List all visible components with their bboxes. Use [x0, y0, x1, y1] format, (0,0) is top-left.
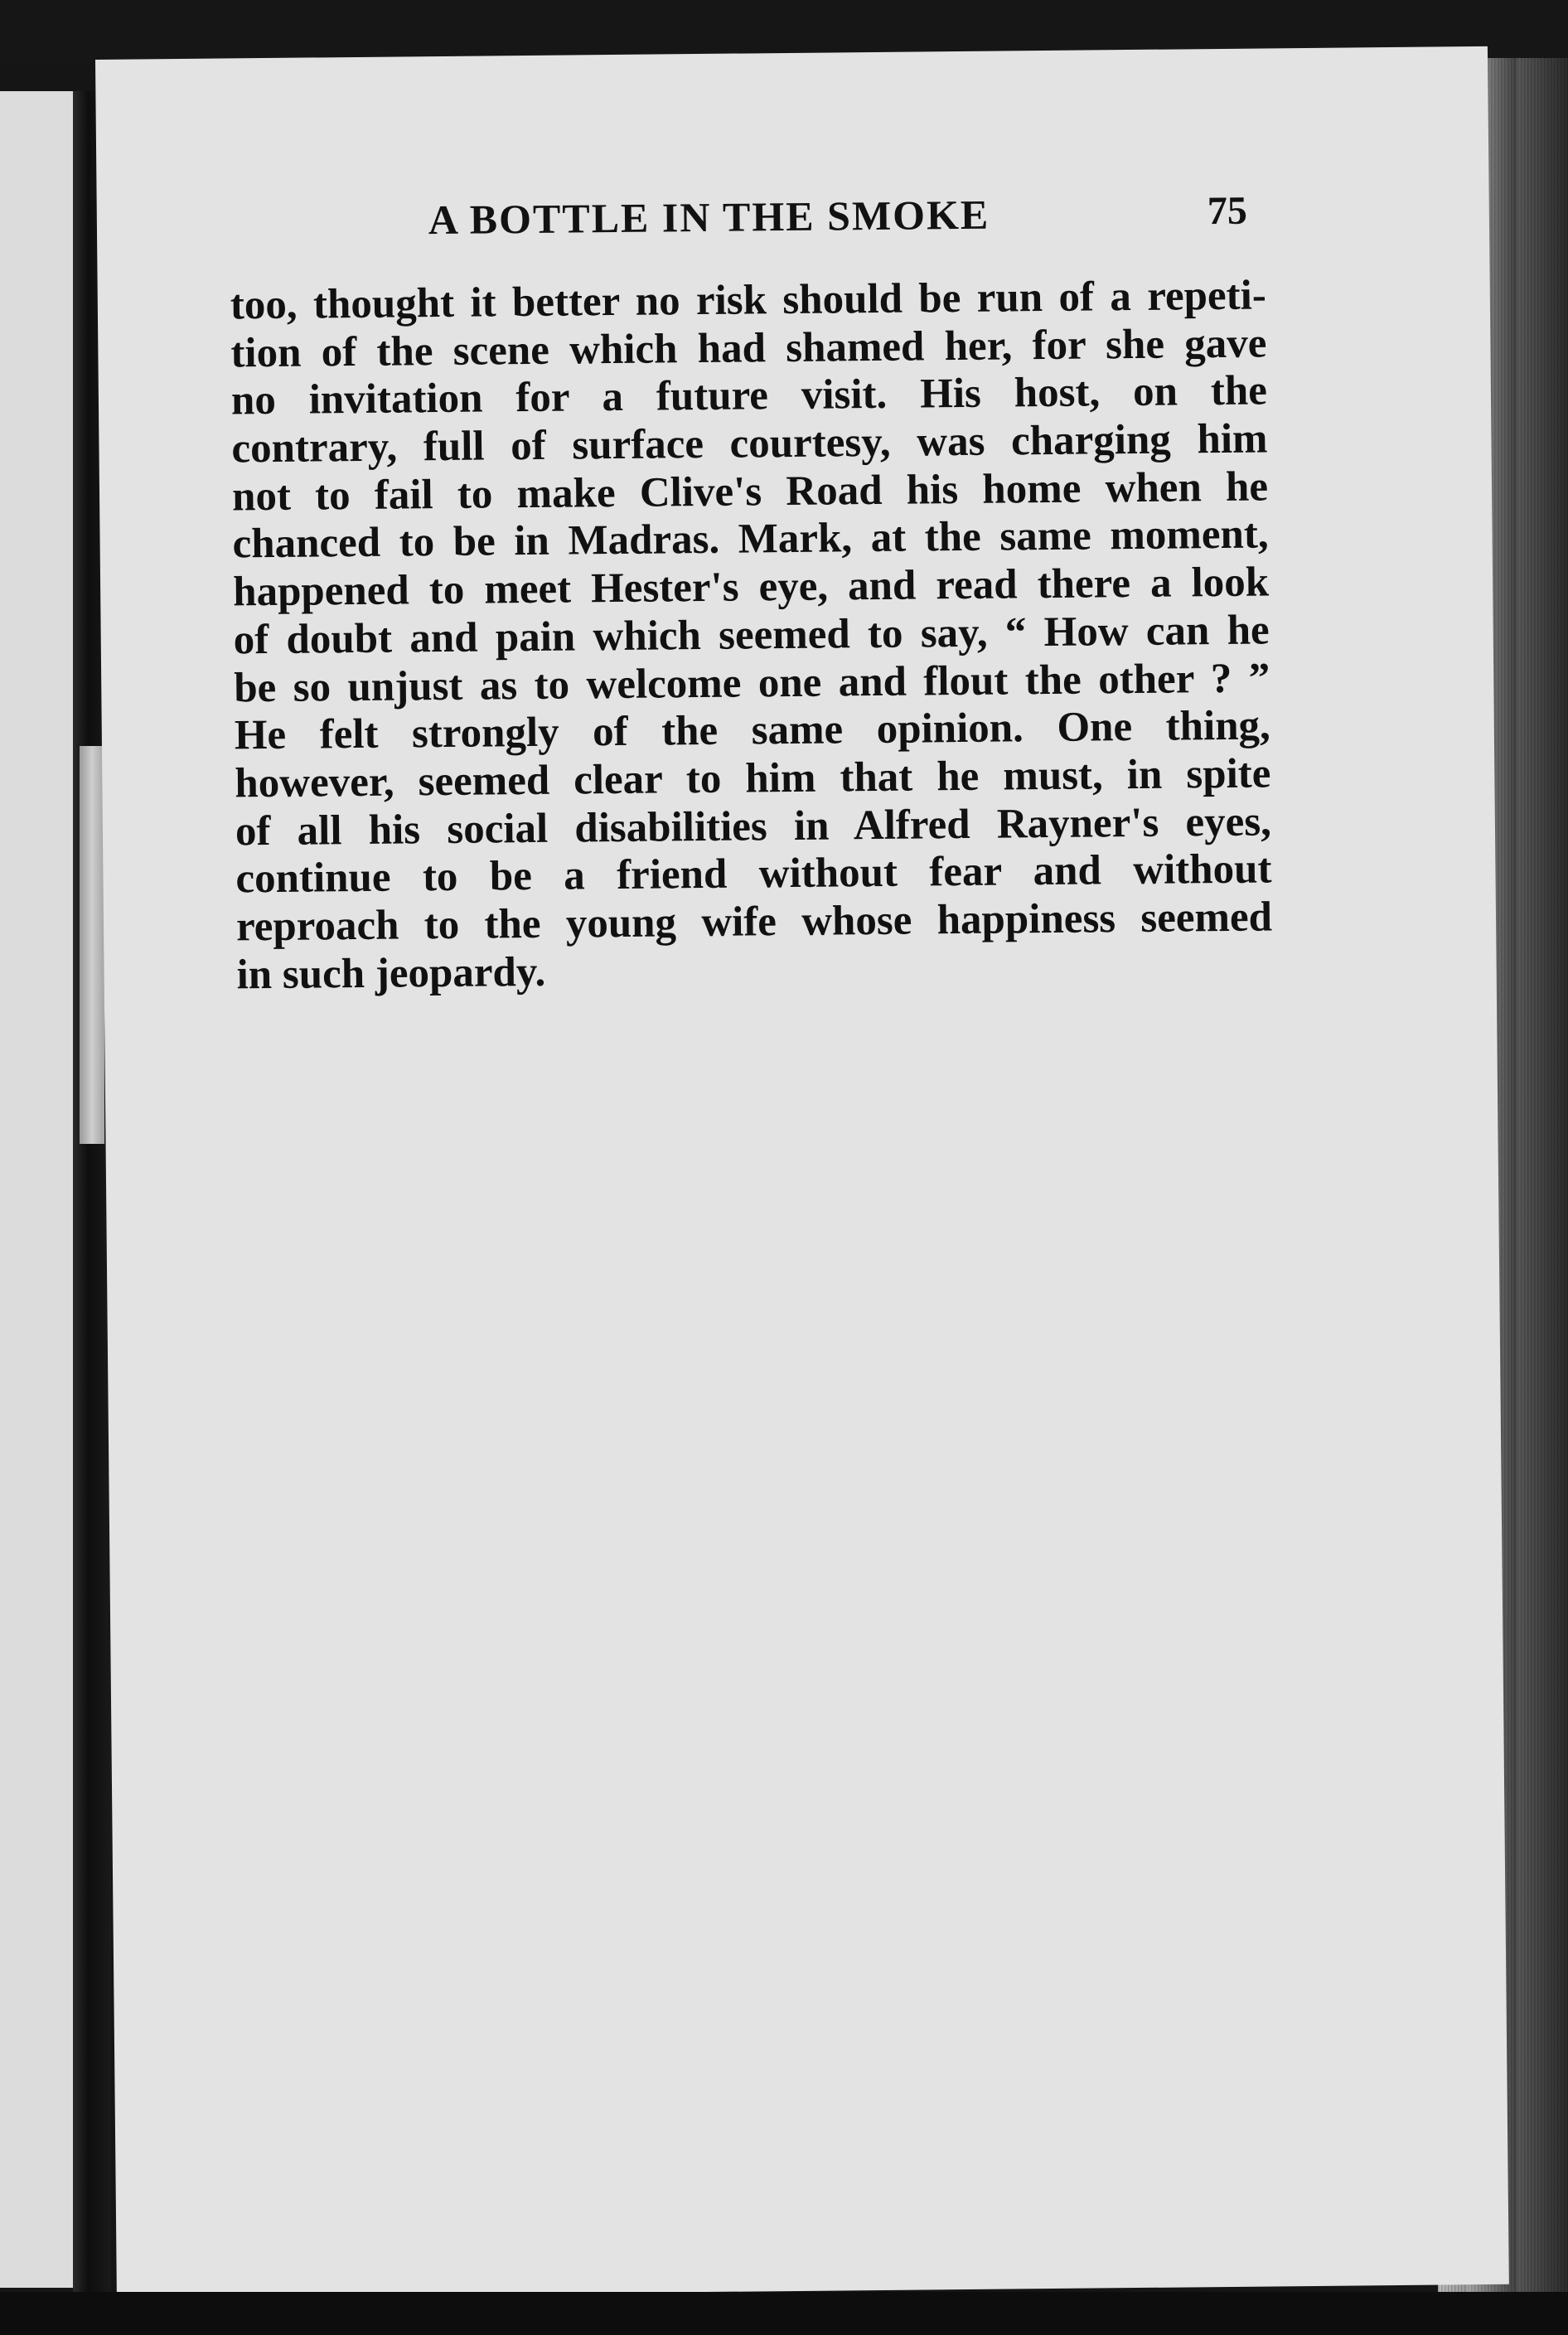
text-line: not to fail to make Clive's Road his home when he: [231, 463, 1269, 521]
text-line: of all his social disabilities in Alfred Rayner's eyes,: [235, 797, 1272, 855]
book-page: [95, 46, 1509, 2298]
gutter-page-edge: [80, 746, 104, 1144]
running-head: [97, 186, 1490, 265]
text-line: He felt strongly of the same opinion. One thing,: [234, 702, 1271, 759]
text-line: reproach to the young wife whose happiness seemed: [235, 894, 1273, 951]
body-paragraph: [230, 272, 1273, 999]
text-line: no invitation for a future visit. His host, on the: [230, 367, 1268, 424]
text-line: happened to meet Hester's eye, and read there a look: [232, 559, 1270, 616]
text-line: however, seemed clear to him that he must, in spite: [235, 750, 1271, 807]
text-line: too, thought it better no risk should be run of a repeti-: [230, 272, 1267, 329]
text-line: contrary, full of surface courtesy, was charging him: [231, 415, 1268, 472]
text-line: of doubt and pain which seemed to say, “ How can he: [233, 607, 1270, 664]
text-line: tion of the scene which had shamed her, for she gave: [230, 320, 1267, 377]
text-line-last: in such jeopardy.: [236, 948, 546, 999]
running-title: A BOTTLE IN THE SMOKE: [428, 191, 990, 244]
text-line: continue to be a friend without fear and without: [235, 845, 1272, 903]
page-number: 75: [1207, 188, 1248, 234]
text-line: chanced to be in Madras. Mark, at the same moment,: [232, 511, 1269, 568]
facing-page-edge: [0, 91, 75, 2288]
text-line: be so unjust as to welcome one and flout the other ? ”: [234, 654, 1270, 711]
scan-background-bottom: [0, 2292, 1568, 2335]
